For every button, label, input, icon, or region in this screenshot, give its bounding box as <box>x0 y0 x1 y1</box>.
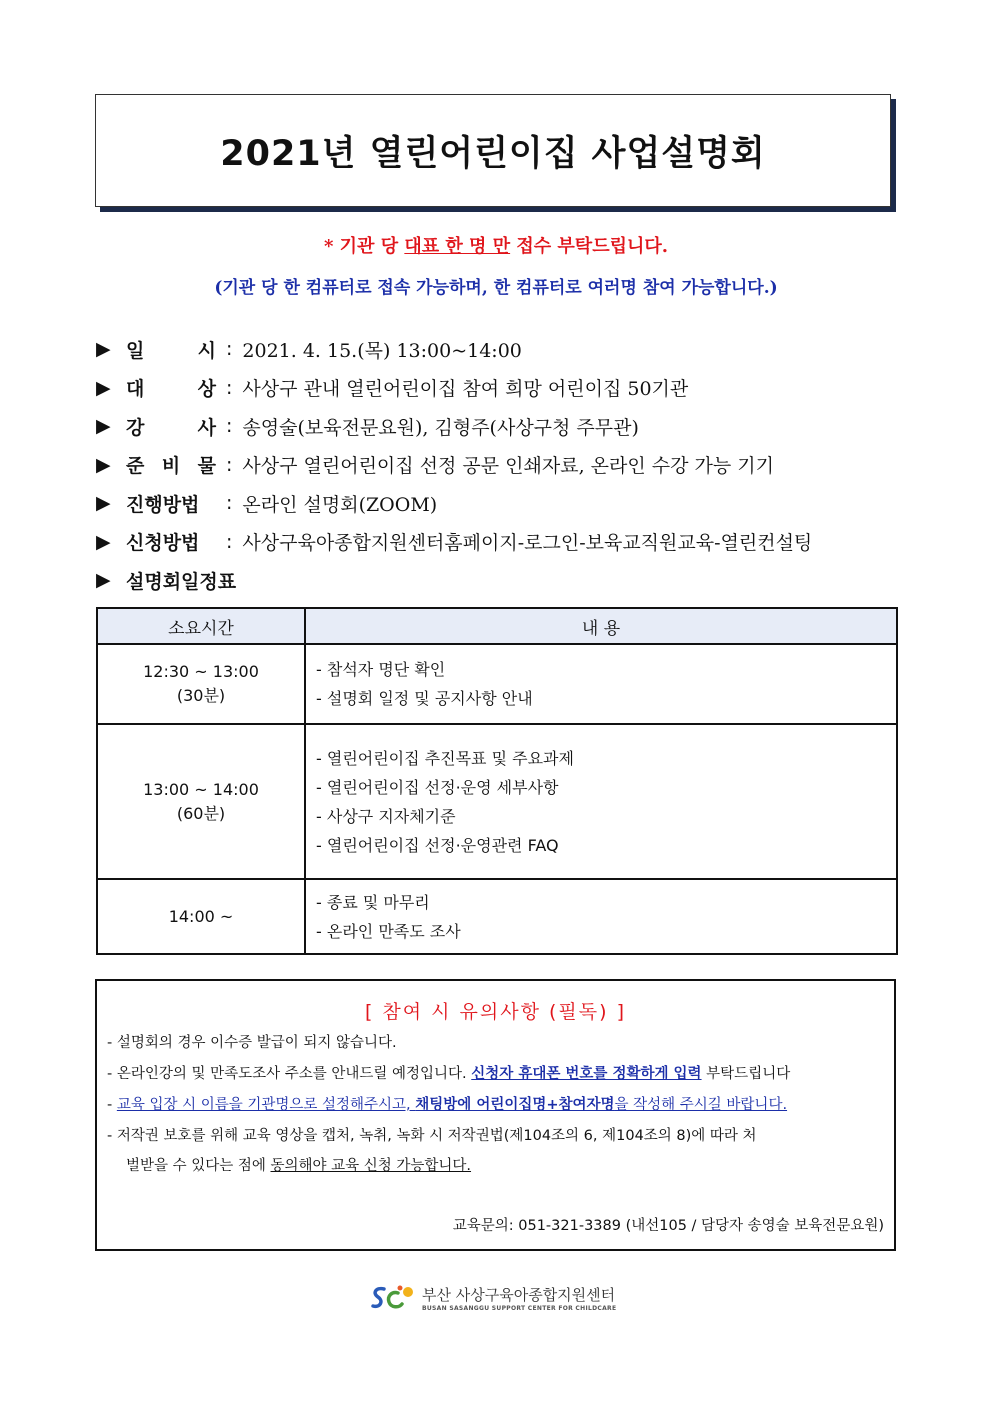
center-name-kr: 부산 사상구육아종합지원센터 <box>422 1286 616 1304</box>
info-row-date: ▶ 일 시 : 2021. 4. 15.(목) 13:00~14:00 <box>96 330 896 369</box>
notice-computer: (기관 당 한 컴퓨터로 접속 가능하며, 한 컴퓨터로 여러명 참여 가능합니다.) <box>214 278 778 298</box>
info-value: 사상구육아종합지원센터홈페이지-로그인-보육교직원교육-열린컨설팅 <box>242 532 813 555</box>
arrow-icon: ▶ <box>96 530 111 553</box>
info-value: 2021. 4. 15.(목) 13:00~14:00 <box>242 339 522 362</box>
info-value: 사상구 관내 열린어린이집 참여 희망 어린이집 50기관 <box>242 378 689 401</box>
info-row-materials: ▶ 준 비 물 : 사상구 열린어린이집 선정 공문 인쇄자료, 온라인 수강 가능 기기 <box>96 446 896 485</box>
schedule-heading: 설명회일정표 <box>126 570 237 593</box>
info-row-speaker: ▶ 강 사 : 송영술(보육전문요원), 김형주(사상구청 주무관) <box>96 407 896 446</box>
content-cell: - 종료 및 마무리 - 온라인 만족도 조사 <box>305 879 897 954</box>
caution-title: [ 참여 시 유의사항 (필독) ] <box>364 1001 627 1023</box>
arrow-icon: ▶ <box>96 338 111 361</box>
table-row <box>97 724 897 879</box>
info-row-schedule <box>96 561 896 600</box>
time-cell: 14:00 ~ <box>97 879 305 954</box>
caution-line-1: - 설명회의 경우 이수증 발급이 되지 않습니다. <box>107 1035 397 1051</box>
notice-one-person <box>0 232 992 258</box>
time-cell: 12:30 ~ 13:00 (30분) <box>97 644 305 724</box>
info-label: 강 사 <box>126 416 216 439</box>
schedule-table <box>96 607 898 955</box>
table-header-row <box>97 608 897 644</box>
table-row <box>97 879 897 954</box>
notice-underlined: 대표 한 명 만 <box>404 236 511 257</box>
arrow-icon: ▶ <box>96 492 111 515</box>
info-row-apply: ▶ 신청방법 : 사상구육아종합지원센터홈페이지-로그인-보육교직원교육-열린컨설팅 <box>96 523 896 562</box>
content-cell: - 참석자 명단 확인 - 설명회 일정 및 공지사항 안내 <box>305 644 897 724</box>
info-value: 송영술(보육전문요원), 김형주(사상구청 주무관) <box>242 416 639 439</box>
info-label: 신청방법 <box>126 532 200 555</box>
table-row <box>97 644 897 724</box>
info-list <box>96 330 896 600</box>
info-row-method: ▶ 진행방법 : 온라인 설명회(ZOOM) <box>96 484 896 523</box>
info-label: 준 비 물 <box>126 455 216 478</box>
content-cell: - 열린어린이집 추진목표 및 주요과제 - 열린어린이집 선정·운영 세부사항 - 사상구 지자체기준 - 열린어린이집 선정·운영관련 FAQ <box>305 724 897 879</box>
caution-line-3: - 교육 입장 시 이름을 기관명으로 설정해주시고, 채팅방에 어린이집명+참여자명을 작성해 주시길 바랍니다. <box>107 1097 788 1113</box>
center-logo-icon <box>370 1283 416 1313</box>
info-row-target: ▶ 대 상 : 사상구 관내 열린어린이집 참여 희망 어린이집 50기관 <box>96 369 896 408</box>
arrow-icon: ▶ <box>96 569 111 592</box>
arrow-icon: ▶ <box>96 376 111 399</box>
center-name-en: BUSAN SASANGGU SUPPORT CENTER FOR CHILDCARE <box>422 1305 617 1312</box>
caution-line-5: 벌받을 수 있다는 점에 동의해야 교육 신청 가능합니다. <box>126 1158 472 1174</box>
column-header-content: 내 용 <box>305 608 897 644</box>
page-title: 2021년 열린어린이집 사업설명회 <box>220 133 766 174</box>
info-label: 대 상 <box>126 378 216 401</box>
time-cell: 13:00 ~ 14:00 (60분) <box>97 724 305 879</box>
arrow-icon: ▶ <box>96 415 111 438</box>
info-value: 사상구 열린어린이집 선정 공문 인쇄자료, 온라인 수강 가능 기기 <box>242 455 774 478</box>
title-box <box>95 94 891 207</box>
notice-prefix: * 기관 당 <box>323 236 405 257</box>
arrow-icon: ▶ <box>96 453 111 476</box>
info-label: 일 시 <box>126 339 216 362</box>
notice-suffix: 접수 부탁드립니다. <box>510 236 669 257</box>
caution-box <box>95 979 896 1251</box>
info-label: 진행방법 <box>126 493 200 516</box>
contact-info: 교육문의: 051-321-3389 (내선105 / 담당자 송영술 보육전문요원) <box>452 1218 884 1234</box>
caution-line-4: - 저작권 보호를 위해 교육 영상을 캡처, 녹취, 녹화 시 저작권법(제104조의 6, 제104조의 8)에 따라 처 <box>107 1128 757 1144</box>
footer-logo <box>370 1283 616 1313</box>
info-value: 온라인 설명회(ZOOM) <box>242 493 438 516</box>
caution-line-2: - 온라인강의 및 만족도조사 주소를 안내드릴 예정입니다. 신청자 휴대폰 번호를 정확하게 입력 부탁드립니다 <box>107 1066 791 1082</box>
column-header-time: 소요시간 <box>97 608 305 644</box>
